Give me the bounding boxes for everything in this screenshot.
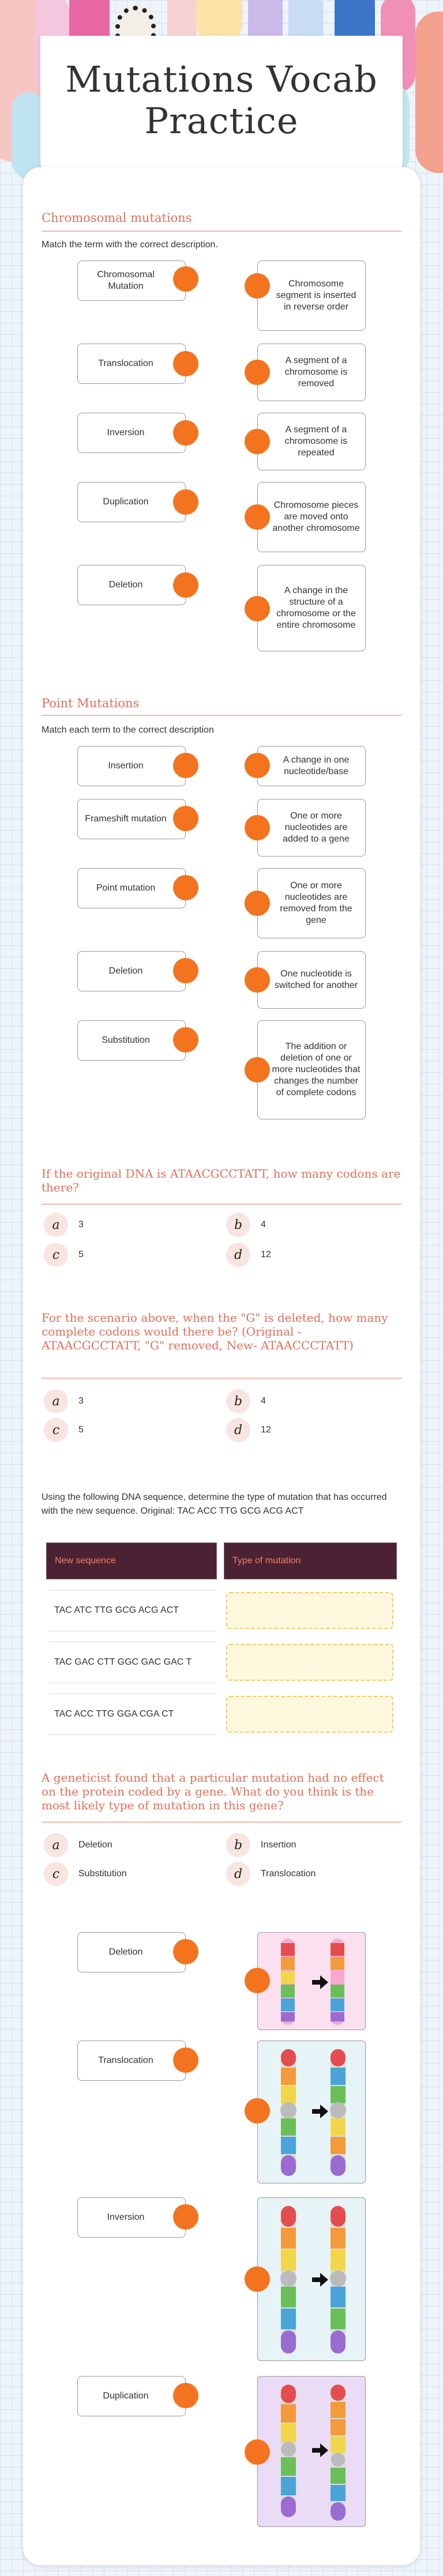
description-box: The addition or deletion of one or more nucleotides that changes the number of complete codons (257, 1020, 366, 1119)
option-letter: d (226, 1862, 250, 1886)
table-row (44, 1586, 399, 1635)
section2-instruction: Match each term to the correct description (42, 725, 214, 735)
section-divider (42, 1378, 401, 1379)
option-text: 12 (261, 1425, 271, 1435)
section-title-chromosomal: Chromosomal mutations (42, 211, 192, 225)
term-box: Duplication (77, 2376, 186, 2416)
match-handle-left[interactable] (173, 1939, 198, 1964)
answer-option[interactable] (226, 1418, 271, 1442)
answer-option[interactable] (44, 1833, 112, 1857)
match-handle-right[interactable] (245, 1057, 270, 1083)
decor-shape (415, 12, 443, 173)
term-box: Inversion (77, 413, 186, 453)
option-letter: a (44, 1389, 68, 1413)
option-letter: a (44, 1213, 68, 1237)
term-box: Translocation (77, 2041, 186, 2081)
option-letter: b (226, 1833, 250, 1857)
option-text: 3 (78, 1220, 84, 1229)
option-text: Deletion (78, 1840, 112, 1850)
description-box: One nucleotide is switched for another (257, 951, 366, 1009)
answer-option[interactable] (44, 1418, 84, 1442)
description-box: A change in the structure of a chromosome or the entire chromosome (257, 565, 366, 651)
section1-instruction: Match the term with the correct description. (42, 240, 218, 250)
question-1-text: If the original DNA is ATAACGCCTATT, how many codons are there? (42, 1167, 401, 1194)
table-header-new-sequence: New sequence (46, 1542, 217, 1579)
description-box: Chromosome pieces are moved onto another chromosome (257, 482, 366, 552)
match-handle-right[interactable] (245, 967, 270, 993)
match-handle-left[interactable] (173, 2047, 198, 2073)
match-handle-right[interactable] (245, 2266, 270, 2292)
option-letter: a (44, 1833, 68, 1857)
match-handle-left[interactable] (173, 958, 198, 983)
table-header-mutation-type: Type of mutation (224, 1542, 397, 1579)
section-divider (42, 1204, 401, 1205)
option-letter: c (44, 1862, 68, 1886)
answer-option[interactable] (226, 1389, 266, 1413)
match-handle-left[interactable] (173, 1027, 198, 1053)
term-box: Duplication (77, 482, 186, 522)
description-box: A change in one nucleotide/base (257, 746, 366, 786)
option-text: Translocation (261, 1869, 316, 1879)
description-box: A segment of a chromosome is removed (257, 344, 366, 401)
chromosome-duplication-diagram (257, 2376, 366, 2527)
answer-option[interactable] (226, 1833, 296, 1857)
term-box: Point mutation (77, 868, 186, 908)
match-handle-right[interactable] (245, 360, 270, 385)
match-handle-left[interactable] (173, 806, 198, 831)
table-row (44, 1690, 399, 1738)
table-row (44, 1638, 399, 1687)
description-box: Chromosome segment is inserted in reverse order (257, 261, 366, 331)
sequence-cell: TAC ACC TTG GGA CGA CT (48, 1694, 217, 1735)
match-handle-left[interactable] (173, 2204, 198, 2230)
answer-input[interactable] (226, 1644, 393, 1681)
match-handle-right[interactable] (245, 504, 270, 530)
option-text: 12 (261, 1250, 271, 1259)
term-box: Insertion (77, 746, 186, 786)
answer-option[interactable] (226, 1213, 266, 1237)
option-text: 4 (261, 1396, 266, 1406)
match-handle-left[interactable] (173, 266, 198, 292)
option-letter: c (44, 1243, 68, 1267)
match-handle-left[interactable] (173, 351, 198, 376)
match-handle-right[interactable] (245, 815, 270, 840)
section-divider (42, 231, 401, 232)
match-handle-left[interactable] (173, 875, 198, 900)
match-handle-right[interactable] (245, 429, 270, 454)
term-box: Translocation (77, 344, 186, 384)
section-divider (42, 1821, 401, 1823)
page-title: Mutations Vocab Practice (65, 58, 378, 142)
term-box: Inversion (77, 2197, 186, 2238)
option-letter: d (226, 1418, 250, 1442)
match-handle-left[interactable] (173, 753, 198, 778)
option-letter: d (226, 1243, 250, 1267)
question-3-text: Using the following DNA sequence, determine the type of mutation that has occurred with the new sequence. Original: TAC ACC TTG GCG ACG ACT (42, 1492, 387, 1516)
option-text: Insertion (261, 1840, 296, 1850)
option-text: 3 (78, 1396, 84, 1406)
option-text: Substitution (78, 1869, 127, 1879)
match-handle-right[interactable] (245, 1968, 270, 1993)
option-letter: b (226, 1389, 250, 1413)
match-handle-left[interactable] (173, 572, 198, 598)
term-box: Deletion (77, 951, 186, 991)
answer-option[interactable] (226, 1862, 316, 1886)
match-handle-left[interactable] (173, 2383, 198, 2408)
answer-input[interactable] (226, 1592, 393, 1629)
chromosome-inversion-diagram (257, 2197, 366, 2361)
match-handle-right[interactable] (245, 753, 270, 778)
answer-input[interactable] (226, 1696, 393, 1733)
title-card (40, 36, 403, 179)
description-box: One or more nucleotides are added to a gene (257, 799, 366, 857)
term-box: Substitution (77, 1020, 186, 1061)
match-handle-right[interactable] (245, 2439, 270, 2465)
match-handle-right[interactable] (245, 273, 270, 299)
section-divider (42, 715, 401, 716)
question-2-text: For the scenario above, when the "G" is deleted, how many complete codons would there be? (Original - ATAACGCCTATT, "G" removed, New- ATAACCCTATT) (42, 1311, 388, 1352)
answer-option[interactable] (44, 1862, 127, 1886)
description-box: A segment of a chromosome is repeated (257, 413, 366, 470)
answer-option[interactable] (226, 1243, 271, 1267)
option-letter: b (226, 1213, 250, 1237)
sequence-cell: TAC GAC CTT GGC GAC GAC T (48, 1642, 217, 1683)
term-box: Deletion (77, 1932, 186, 1972)
term-box: Frameshift mutation (77, 799, 186, 839)
answer-option[interactable] (44, 1243, 84, 1267)
option-text: 5 (78, 1250, 84, 1259)
option-text: 5 (78, 1425, 84, 1435)
answer-option[interactable] (44, 1213, 84, 1237)
chromosome-translocation-diagram (257, 2041, 366, 2183)
term-box: Chromosomal Mutation (77, 261, 186, 301)
answer-option[interactable] (44, 1389, 84, 1413)
match-handle-right[interactable] (245, 2098, 270, 2124)
match-handle-left[interactable] (173, 489, 198, 515)
match-handle-left[interactable] (173, 420, 198, 446)
section-title-point: Point Mutations (42, 696, 140, 710)
description-box: One or more nucleotides are removed from the gene (257, 868, 366, 938)
question-4-text: A geneticist found that a particular mutation had no effect on the protein coded by a gene. What do you think is the most likely type of mutation in this gene? (42, 1771, 384, 1812)
term-box: Deletion (77, 565, 186, 605)
sequence-cell: TAC ATC TTG GCG ACG ACT (48, 1590, 217, 1631)
option-text: 4 (261, 1220, 266, 1229)
chromosome-deletion-diagram (257, 1932, 366, 2030)
option-letter: c (44, 1418, 68, 1442)
match-handle-right[interactable] (245, 596, 270, 621)
match-handle-right[interactable] (245, 891, 270, 916)
